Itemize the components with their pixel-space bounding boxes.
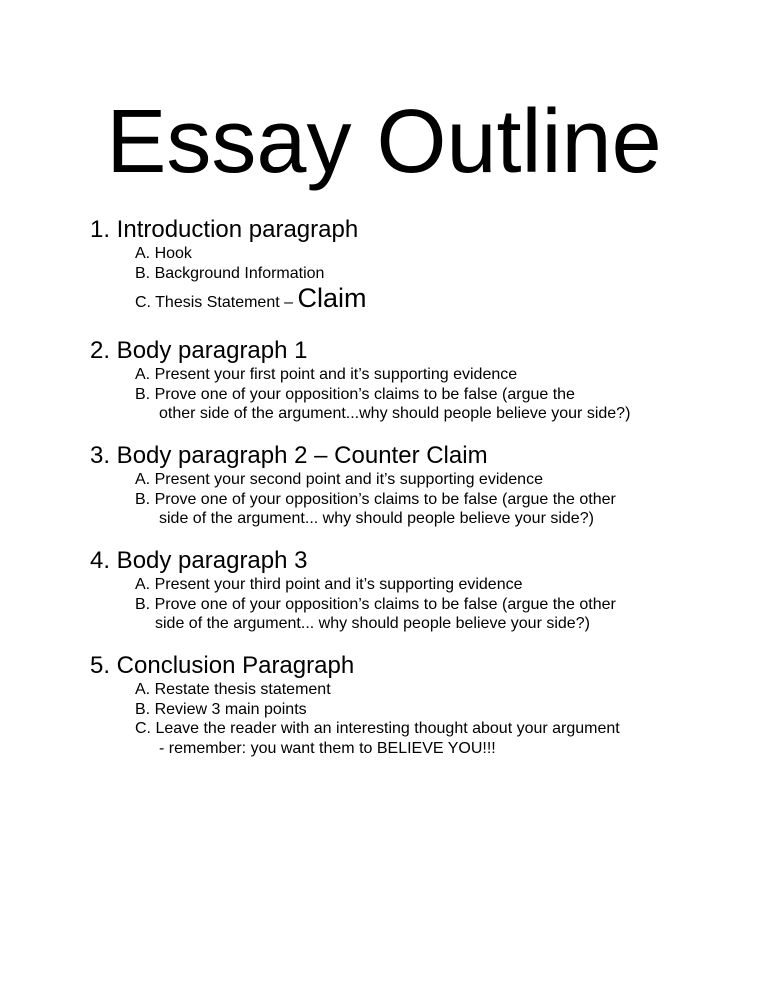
list-item — [90, 365, 630, 385]
item-continuation: side of the argument... why should people believe your side?) — [155, 615, 590, 632]
section-body-2 — [90, 442, 616, 529]
item-text: B. Prove one of your opposition’s claims to be false (argue the other — [135, 490, 616, 508]
section-items — [90, 244, 366, 313]
section-introduction — [90, 216, 366, 313]
item-continuation: side of the argument... why should people believe your side?) — [159, 510, 594, 527]
item-text: A. Present your second point and it’s supporting evidence — [135, 471, 543, 488]
list-item — [90, 700, 620, 720]
section-body-3 — [90, 547, 616, 634]
list-item — [90, 264, 366, 284]
item-text: C. Thesis Statement – — [135, 294, 298, 311]
item-text: B. Prove one of your opposition’s claims to be false (argue the other — [135, 595, 616, 613]
section-body-1 — [90, 337, 630, 424]
section-conclusion — [90, 652, 620, 758]
item-text: B. Review 3 main points — [135, 700, 307, 718]
section-heading: 4. Body paragraph 3 — [90, 547, 308, 574]
list-item — [90, 283, 367, 313]
item-text: B. Background Information — [135, 264, 325, 282]
item-text: A. Hook — [135, 245, 192, 262]
item-text: B. Prove one of your opposition’s claims to be false (argue the — [135, 385, 575, 403]
section-items — [90, 470, 616, 529]
list-item — [90, 575, 616, 595]
item-text: A. Present your first point and it’s supporting evidence — [135, 366, 518, 383]
section-items — [90, 365, 630, 424]
item-continuation: - remember: you want them to BELIEVE YOU!!! — [159, 739, 496, 757]
list-item — [90, 470, 616, 490]
claim-emphasis: Claim — [297, 283, 367, 313]
item-text: A. Present your third point and it’s supporting evidence — [135, 576, 523, 593]
item-text: A. Restate thesis statement — [135, 681, 331, 698]
list-item — [90, 595, 616, 634]
section-items — [90, 575, 616, 634]
section-items — [90, 680, 620, 758]
section-heading: 3. Body paragraph 2 – Counter Claim — [90, 442, 488, 469]
list-item — [90, 385, 630, 424]
item-text: C. Leave the reader with an interesting thought about your argument — [135, 720, 620, 737]
item-continuation: other side of the argument...why should people believe your side?) — [159, 405, 631, 422]
list-item — [90, 680, 620, 700]
section-heading: 1. Introduction paragraph — [90, 216, 359, 243]
section-heading: 2. Body paragraph 1 — [90, 337, 308, 364]
list-item — [90, 719, 620, 758]
section-heading: 5. Conclusion Paragraph — [90, 652, 355, 679]
list-item — [90, 244, 366, 264]
list-item — [90, 490, 616, 529]
page-title: Essay Outline — [106, 92, 662, 192]
